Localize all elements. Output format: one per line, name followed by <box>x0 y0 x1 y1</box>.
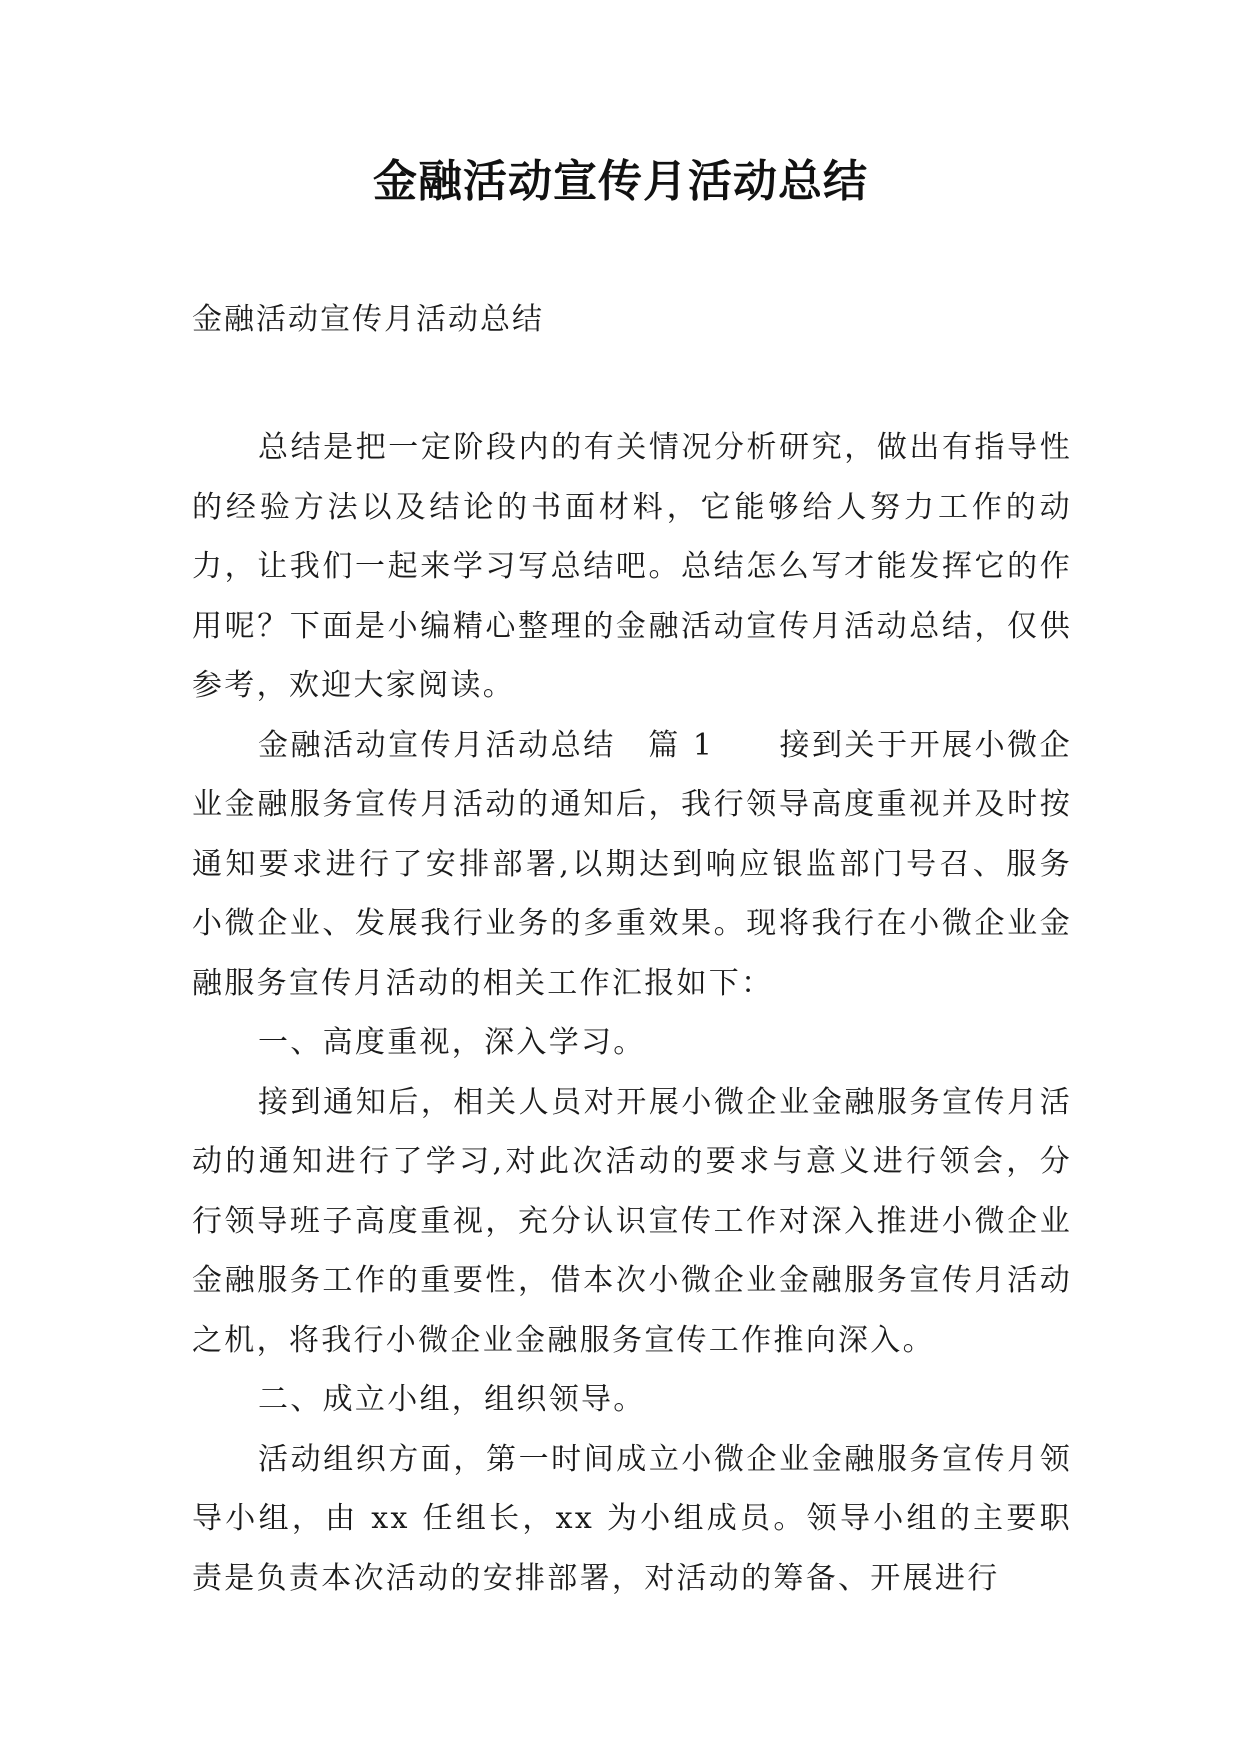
paragraph-section-2: 活动组织方面，第一时间成立小微企业金融服务宣传月领导小组，由 xx 任组长，xx 为小组成员。领导小组的主要职责是负责本次活动的安排部署，对活动的筹备、开展进行 <box>192 1441 1072 1596</box>
section-heading-1: 一、高度重视，深入学习。 <box>258 1025 646 1060</box>
paragraph-intro: 总结是把一定阶段内的有关情况分析研究，做出有指导性的经验方法以及结论的书面材料，它能够给人努力工作的动力，让我们一起来学习写总结吧。总结怎么写才能发挥它的作用呢？下面是小编精心整理的金融活动宣传月活动总结，仅供参考，欢迎大家阅读。 <box>192 430 1072 703</box>
document-body <box>192 290 1072 1608</box>
paragraph-section-1: 接到通知后，相关人员对开展小微企业金融服务宣传月活动的通知进行了学习,对此次活动的要求与意义进行领会，分行领导班子高度重视，充分认识宣传工作对深入推进小微企业金融服务工作的重要性，借本次小微企业金融服务宣传月活动之机，将我行小微企业金融服务宣传工作推向深入。 <box>192 1084 1072 1358</box>
section-heading-2: 二、成立小组，组织领导。 <box>258 1382 646 1417</box>
document-title: 金融活动宣传月活动总结 <box>373 156 868 207</box>
paragraph-part1: 金融活动宣传月活动总结 篇 1 接到关于开展小微企业金融服务宣传月活动的通知后，我行领导高度重视并及时按通知要求进行了安排部署,以期达到响应银监部门号召、服务小微企业、发展我行业务的多重效果。现将我行在小微企业金融服务宣传月活动的相关工作汇报如下： <box>192 727 1072 1001</box>
document-subtitle: 金融活动宣传月活动总结 <box>192 302 544 337</box>
